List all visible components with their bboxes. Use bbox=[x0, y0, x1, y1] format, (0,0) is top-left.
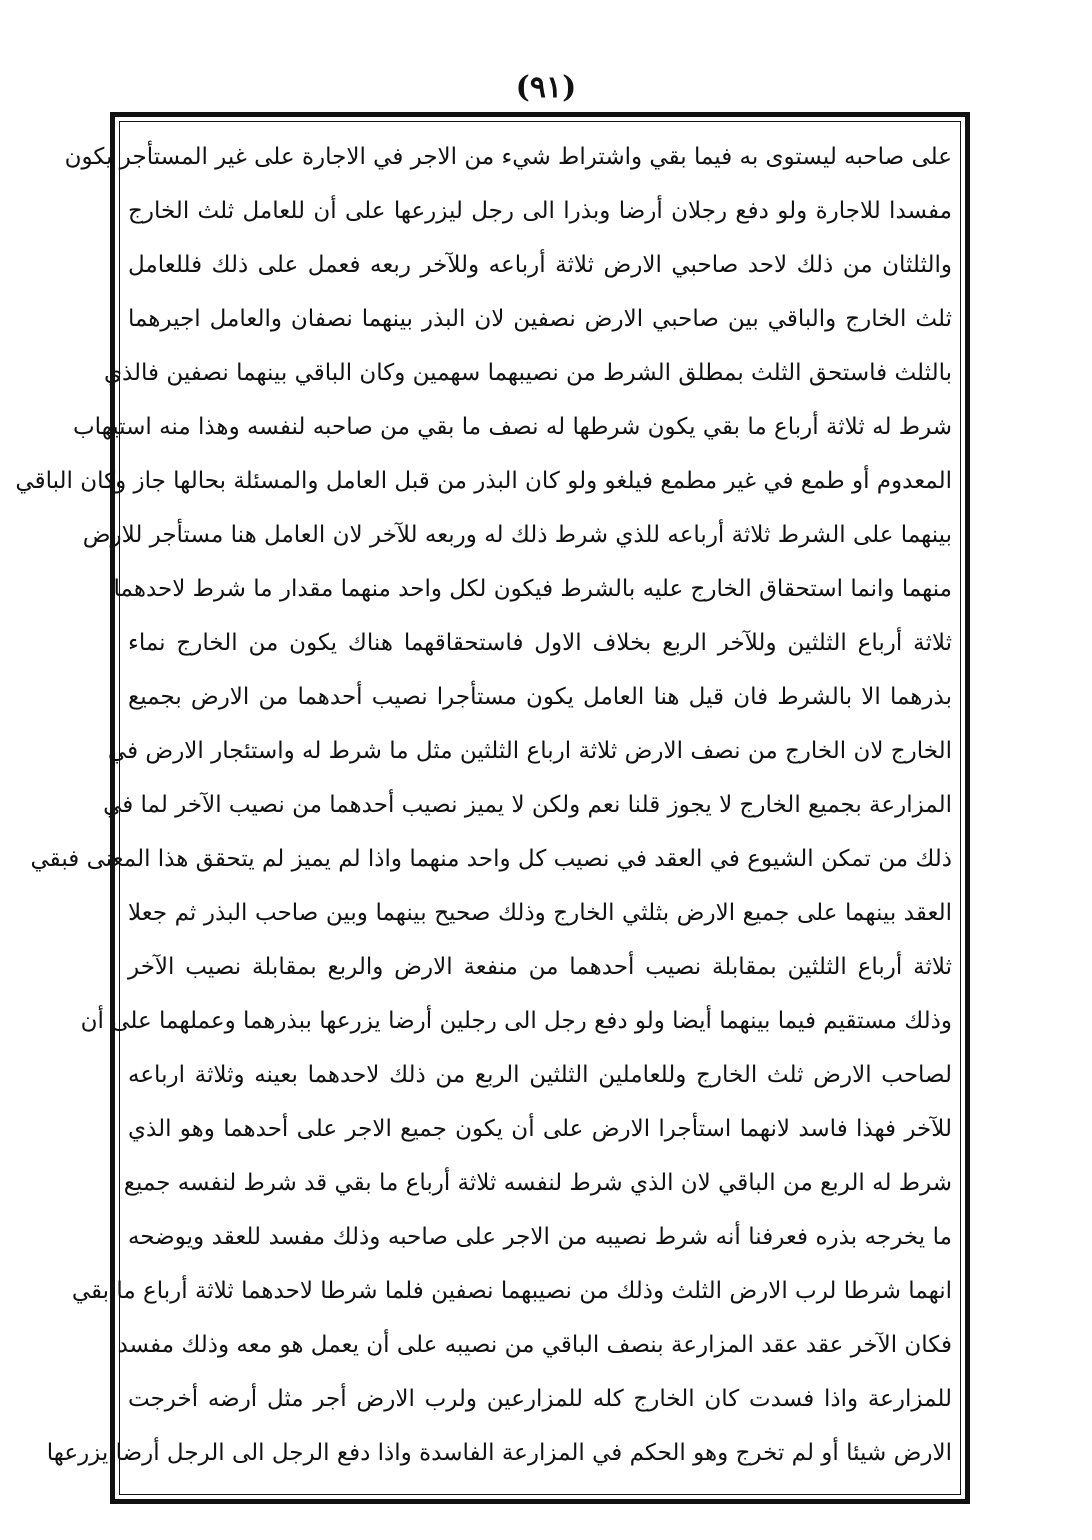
text-line: العقد بينهما على جميع الارض بثلثي الخارج وذلك صحيح بينهما وبين صاحب البذر ثم جعلا bbox=[128, 900, 952, 926]
text-line: المزارعة بجميع الخارج لا يجوز قلنا نعم ولكن لا يميز نصيب أحدهما من نصيب الآخر لما في bbox=[103, 792, 952, 818]
text-line: ثلث الخارج والباقي بين صاحبي الارض نصفين لان البذر بينهما نصفان والعامل اجيرهما bbox=[128, 306, 952, 332]
text-line: للآخر فهذا فاسد لانهما استأجرا الارض على أن يكون جميع الاجر على أحدهما وهو الذي bbox=[128, 1116, 952, 1142]
text-line: ما يخرجه بذره فعرفنا أنه شرط نصيبه من الاجر على صاحبه وذلك مفسد للعقد ويوضحه bbox=[128, 1224, 952, 1250]
text-line: بذرهما الا بالشرط فان قيل هنا العامل يكون مستأجرا نصيب أحدهما من الارض بجميع bbox=[128, 684, 952, 710]
text-line: الخارج لان الخارج من نصف الارض ثلاثة ارباع الثلثين مثل ما شرط له واستئجار الارض في bbox=[107, 738, 952, 764]
page-number: (٩١) bbox=[515, 70, 577, 105]
text-line: وذلك مستقيم فيما بينهما أيضا ولو دفع رجل الى رجلين أرضا يزرعها ببذرهما وعملهما على أن bbox=[80, 1008, 952, 1034]
body-text bbox=[15, 128, 952, 1488]
text-line: الارض شيئا أو لم تخرج وهو الحكم في المزارعة الفاسدة واذا دفع الرجل الى الرجل أرضا يزرعها bbox=[46, 1440, 952, 1466]
text-line: بالثلث فاستحق الثلث بمطلق الشرط من نصيبهما سهمين وكان الباقي بينهما نصفين فالذي bbox=[103, 360, 952, 386]
text-line: بينهما على الشرط ثلاثة أرباعه للذي شرط ذلك له وربعه للآخر لان العامل هنا مستأجر للارض bbox=[82, 522, 952, 548]
text-line: ثلاثة أرباع الثلثين وللآخر الربع بخلاف الاول فاستحقاقهما هناك يكون من الخارج نماء bbox=[128, 630, 952, 656]
text-line: لصاحب الارض ثلث الخارج وللعاملين الثلثين الربع من ذلك لاحدهما بعينه وثلاثة ارباعه bbox=[128, 1062, 952, 1088]
text-line: ذلك من تمكن الشيوع في العقد في نصيب كل واحد منهما واذا لم يميز لم يتحقق هذا المعنى فبقي bbox=[30, 846, 952, 872]
text-line: والثلثان من ذلك لاحد صاحبي الارض ثلاثة أرباعه وللآخر ربعه فعمل على ذلك فللعامل bbox=[128, 252, 952, 278]
text-line: ثلاثة أرباع الثلثين بمقابلة نصيب أحدهما من منفعة الارض والربع بمقابلة نصيب الآخر bbox=[128, 954, 952, 980]
text-line: للمزارعة واذا فسدت كان الخارج كله للمزارعين ولرب الارض أجر مثل أرضه أخرجت bbox=[128, 1386, 952, 1412]
text-line: شرط له ثلاثة أرباع ما بقي يكون شرطها له نصف ما بقي من صاحبه لنفسه وهذا منه استيهاب bbox=[72, 414, 952, 440]
text-line: شرط له الربع من الباقي لان الذي شرط لنفسه ثلاثة أرباع ما بقي قد شرط لنفسه جميع bbox=[123, 1170, 952, 1196]
text-line: مفسدا للاجارة ولو دفع رجلان أرضا وبذرا الى رجل ليزرعها على أن للعامل ثلث الخارج bbox=[128, 198, 952, 224]
text-line: منهما وانما استحقاق الخارج عليه بالشرط فيكون لكل واحد منهما مقدار ما شرط لاحدهما bbox=[113, 576, 952, 602]
text-line: انهما شرطا لرب الارض الثلث وذلك من نصيبهما نصفين فلما شرطا لاحدهما ثلاثة أرباع ما بقي bbox=[71, 1278, 952, 1304]
text-line: على صاحبه ليستوى به فيما بقي واشتراط شيء من الاجر في الاجارة على غير المستأجر يكون bbox=[64, 144, 952, 170]
text-line: المعدوم أو طمع في غير مطمع فيلغو ولو كان البذر من قبل العامل والمسئلة بحالها جاز وكان الباقي bbox=[15, 468, 952, 494]
text-line: فكان الآخر عقد عقد المزارعة بنصف الباقي من نصيبه على أن يعمل هو معه وذلك مفسد bbox=[117, 1332, 952, 1358]
